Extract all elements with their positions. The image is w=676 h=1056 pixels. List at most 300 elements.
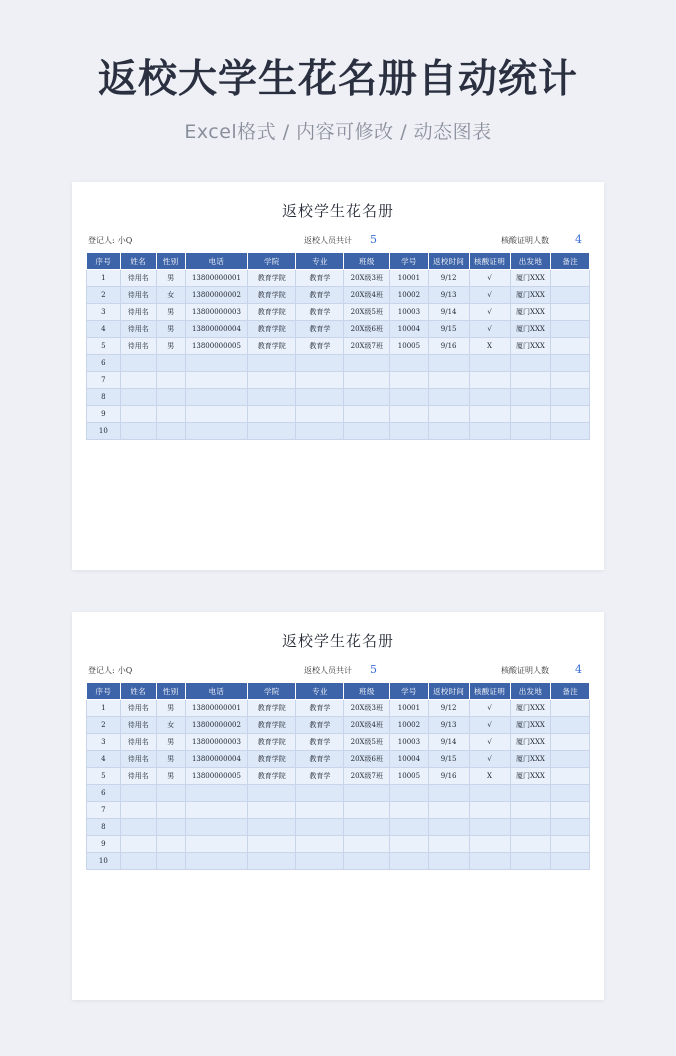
table-cell[interactable]: 9/13: [428, 717, 469, 734]
table-cell[interactable]: √: [469, 270, 510, 287]
table-cell[interactable]: 20X级6班: [344, 751, 390, 768]
col-header: 核酸证明: [469, 683, 510, 700]
table-cell[interactable]: 男: [156, 338, 185, 355]
table-cell[interactable]: [296, 372, 344, 389]
row-index-cell[interactable]: 4: [87, 751, 121, 768]
table-cell[interactable]: [551, 700, 590, 717]
table-cell[interactable]: 20X级5班: [344, 734, 390, 751]
table-cell[interactable]: [390, 372, 429, 389]
table-row[interactable]: [87, 355, 590, 372]
sheet-title: 返校学生花名册: [281, 202, 394, 220]
returned-total-value: 5: [370, 233, 377, 246]
table-cell[interactable]: [185, 853, 248, 870]
table-cell[interactable]: 厦门XXX: [510, 304, 551, 321]
table-cell[interactable]: 教育学院: [248, 734, 296, 751]
table-cell[interactable]: [469, 355, 510, 372]
returned-total-label: 返校人员共计: [304, 236, 352, 245]
table-cell[interactable]: [156, 853, 185, 870]
table-cell[interactable]: [248, 802, 296, 819]
table-body-2: [87, 700, 590, 870]
table-cell[interactable]: [185, 372, 248, 389]
table-cell[interactable]: [185, 785, 248, 802]
row-index-cell[interactable]: 3: [87, 304, 121, 321]
table-cell[interactable]: [551, 423, 590, 440]
table-cell[interactable]: [469, 836, 510, 853]
table-cell[interactable]: [469, 423, 510, 440]
table-cell[interactable]: √: [469, 717, 510, 734]
table-cell[interactable]: [248, 372, 296, 389]
table-cell[interactable]: [428, 355, 469, 372]
table-cell[interactable]: [344, 389, 390, 406]
table-cell[interactable]: [185, 836, 248, 853]
col-header: 序号: [87, 253, 121, 270]
table-cell[interactable]: √: [469, 734, 510, 751]
table-cell[interactable]: [428, 853, 469, 870]
cert-count-group: [423, 233, 588, 246]
table-cell[interactable]: [156, 819, 185, 836]
table-cell[interactable]: [248, 406, 296, 423]
table-cell[interactable]: [185, 423, 248, 440]
table-cell[interactable]: 教育学: [296, 700, 344, 717]
table-cell[interactable]: [510, 355, 551, 372]
table-cell[interactable]: [551, 406, 590, 423]
table-row[interactable]: [87, 270, 590, 287]
table-cell[interactable]: 20X级4班: [344, 717, 390, 734]
table-cell[interactable]: [510, 853, 551, 870]
table-cell[interactable]: [185, 802, 248, 819]
returned-total-group: [258, 663, 423, 676]
table-cell[interactable]: 待用名: [120, 338, 156, 355]
table-cell[interactable]: [344, 423, 390, 440]
table-cell[interactable]: [344, 802, 390, 819]
table-cell[interactable]: [120, 355, 156, 372]
preview-card-1: [72, 182, 604, 570]
table-cell[interactable]: [248, 355, 296, 372]
table-cell[interactable]: 教育学: [296, 321, 344, 338]
table-cell[interactable]: [156, 389, 185, 406]
table-cell[interactable]: [469, 802, 510, 819]
table-cell[interactable]: 教育学院: [248, 751, 296, 768]
table-cell[interactable]: [344, 853, 390, 870]
row-index-cell[interactable]: 1: [87, 700, 121, 717]
table-cell[interactable]: [185, 406, 248, 423]
col-header: 性别: [156, 253, 185, 270]
table-cell[interactable]: 10001: [390, 270, 429, 287]
table-cell[interactable]: 13800000002: [185, 287, 248, 304]
table-cell[interactable]: [551, 389, 590, 406]
row-index-cell[interactable]: 6: [87, 355, 121, 372]
table-cell[interactable]: [469, 853, 510, 870]
table-row[interactable]: [87, 406, 590, 423]
table-row[interactable]: [87, 819, 590, 836]
table-cell[interactable]: 待用名: [120, 751, 156, 768]
table-cell[interactable]: [390, 785, 429, 802]
table-cell[interactable]: [120, 802, 156, 819]
table-cell[interactable]: 男: [156, 304, 185, 321]
row-index-cell[interactable]: 4: [87, 321, 121, 338]
table-cell[interactable]: 10003: [390, 734, 429, 751]
table-cell[interactable]: [296, 389, 344, 406]
table-cell[interactable]: [248, 389, 296, 406]
table-cell[interactable]: [156, 785, 185, 802]
table-cell[interactable]: [248, 423, 296, 440]
table-cell[interactable]: [344, 819, 390, 836]
table-cell[interactable]: 厦门XXX: [510, 734, 551, 751]
table-cell[interactable]: [156, 802, 185, 819]
table-cell[interactable]: [469, 372, 510, 389]
table-cell[interactable]: [344, 355, 390, 372]
table-cell[interactable]: 男: [156, 321, 185, 338]
table-cell[interactable]: 教育学院: [248, 338, 296, 355]
table-cell[interactable]: [551, 819, 590, 836]
table-cell[interactable]: [510, 406, 551, 423]
table-cell[interactable]: [296, 423, 344, 440]
table-cell[interactable]: [390, 406, 429, 423]
table-row[interactable]: [87, 321, 590, 338]
table-cell[interactable]: [551, 372, 590, 389]
table-cell[interactable]: [469, 389, 510, 406]
table-cell[interactable]: [390, 423, 429, 440]
table-cell[interactable]: 13800000002: [185, 717, 248, 734]
table-cell[interactable]: 9/14: [428, 734, 469, 751]
table-cell[interactable]: [551, 717, 590, 734]
table-cell[interactable]: 厦门XXX: [510, 700, 551, 717]
col-header: 专业: [296, 683, 344, 700]
col-header: 性别: [156, 683, 185, 700]
table-cell[interactable]: [296, 836, 344, 853]
table-header: [87, 253, 590, 270]
table-cell[interactable]: √: [469, 751, 510, 768]
table-cell[interactable]: [551, 270, 590, 287]
table-cell[interactable]: 厦门XXX: [510, 321, 551, 338]
table-cell[interactable]: [248, 819, 296, 836]
table-cell[interactable]: [185, 819, 248, 836]
table-cell[interactable]: [296, 853, 344, 870]
table-cell[interactable]: [551, 836, 590, 853]
col-header: 电话: [185, 253, 248, 270]
table-cell[interactable]: [120, 853, 156, 870]
table-cell[interactable]: 9/15: [428, 751, 469, 768]
table-cell[interactable]: [248, 836, 296, 853]
row-index-cell[interactable]: 9: [87, 406, 121, 423]
table-row[interactable]: [87, 304, 590, 321]
table-cell[interactable]: [120, 406, 156, 423]
table-cell[interactable]: [390, 836, 429, 853]
table-cell[interactable]: 9/16: [428, 338, 469, 355]
table-cell[interactable]: 教育学: [296, 304, 344, 321]
table-cell[interactable]: [120, 819, 156, 836]
col-header: 学院: [248, 683, 296, 700]
col-header: 出发地: [510, 683, 551, 700]
table-cell[interactable]: 待用名: [120, 270, 156, 287]
table-cell[interactable]: 教育学: [296, 717, 344, 734]
table-cell[interactable]: 10002: [390, 287, 429, 304]
table-cell[interactable]: 教育学院: [248, 768, 296, 785]
table-cell[interactable]: 教育学院: [248, 321, 296, 338]
table-cell[interactable]: 13800000003: [185, 304, 248, 321]
table-cell[interactable]: [120, 423, 156, 440]
col-header: 核酸证明: [469, 253, 510, 270]
table-row[interactable]: [87, 389, 590, 406]
table-cell[interactable]: 待用名: [120, 321, 156, 338]
table-cell[interactable]: 20X级3班: [344, 700, 390, 717]
cert-count-value: 4: [575, 663, 582, 676]
row-index-cell[interactable]: 10: [87, 853, 121, 870]
row-index-cell[interactable]: 5: [87, 338, 121, 355]
table-cell[interactable]: [185, 355, 248, 372]
row-index-cell[interactable]: 8: [87, 819, 121, 836]
table-cell[interactable]: 20X级6班: [344, 321, 390, 338]
table-cell[interactable]: [428, 423, 469, 440]
sheet-title: 返校学生花名册: [281, 632, 394, 650]
table-cell[interactable]: X: [469, 768, 510, 785]
row-index-cell[interactable]: 2: [87, 287, 121, 304]
row-index-cell[interactable]: 7: [87, 372, 121, 389]
table-cell[interactable]: [551, 734, 590, 751]
row-index-cell[interactable]: 2: [87, 717, 121, 734]
table-cell[interactable]: √: [469, 287, 510, 304]
table-cell[interactable]: 教育学: [296, 734, 344, 751]
table-cell[interactable]: 男: [156, 768, 185, 785]
col-header: 电话: [185, 683, 248, 700]
col-header: 专业: [296, 253, 344, 270]
cert-count-label: 核酸证明人数: [501, 666, 549, 675]
table-cell[interactable]: 教育学院: [248, 287, 296, 304]
table-cell[interactable]: [156, 836, 185, 853]
roster-table: [86, 252, 590, 440]
table-cell[interactable]: 20X级4班: [344, 287, 390, 304]
table-cell[interactable]: X: [469, 338, 510, 355]
table-cell[interactable]: 男: [156, 270, 185, 287]
col-header: 学院: [248, 253, 296, 270]
table-cell[interactable]: [510, 423, 551, 440]
table-cell[interactable]: [248, 785, 296, 802]
table-cell[interactable]: [469, 406, 510, 423]
table-cell[interactable]: 10003: [390, 304, 429, 321]
table-row[interactable]: [87, 287, 590, 304]
table-cell[interactable]: [344, 406, 390, 423]
table-row[interactable]: [87, 734, 590, 751]
returned-total-label: 返校人员共计: [304, 666, 352, 675]
table-cell[interactable]: [344, 372, 390, 389]
table-cell[interactable]: [551, 287, 590, 304]
page-subtitle: Excel格式 / 内容可修改 / 动态图表: [184, 120, 492, 143]
table-cell[interactable]: [296, 819, 344, 836]
preview-card-2: [72, 612, 604, 1000]
returned-total-value: 5: [370, 663, 377, 676]
table-cell[interactable]: [428, 406, 469, 423]
row-index-cell[interactable]: 7: [87, 802, 121, 819]
table-cell[interactable]: [296, 802, 344, 819]
table-cell[interactable]: 9/16: [428, 768, 469, 785]
table-cell[interactable]: [551, 338, 590, 355]
table-cell[interactable]: 9/14: [428, 304, 469, 321]
table-cell[interactable]: [469, 785, 510, 802]
col-header: 班级: [344, 253, 390, 270]
registrar-label: 登记人:: [88, 666, 115, 675]
table-cell[interactable]: 13800000003: [185, 734, 248, 751]
table-cell[interactable]: 10002: [390, 717, 429, 734]
table-row[interactable]: [87, 802, 590, 819]
table-cell[interactable]: [296, 355, 344, 372]
table-cell[interactable]: 10004: [390, 751, 429, 768]
table-cell[interactable]: [551, 785, 590, 802]
table-cell[interactable]: [156, 355, 185, 372]
table-row[interactable]: [87, 423, 590, 440]
table-cell[interactable]: [510, 836, 551, 853]
table-cell[interactable]: 男: [156, 751, 185, 768]
table-cell[interactable]: [390, 389, 429, 406]
table-cell[interactable]: 待用名: [120, 304, 156, 321]
table-row[interactable]: [87, 836, 590, 853]
table-cell[interactable]: [551, 304, 590, 321]
table-cell[interactable]: 9/12: [428, 700, 469, 717]
table-cell[interactable]: [551, 853, 590, 870]
table-cell[interactable]: 教育学: [296, 287, 344, 304]
table-cell[interactable]: [390, 355, 429, 372]
cert-count-label: 核酸证明人数: [501, 236, 549, 245]
table-cell[interactable]: [120, 836, 156, 853]
table-cell[interactable]: [510, 372, 551, 389]
table-cell[interactable]: [551, 768, 590, 785]
table-cell[interactable]: [156, 406, 185, 423]
table-cell[interactable]: [156, 423, 185, 440]
table-cell[interactable]: [510, 785, 551, 802]
table-cell[interactable]: 13800000004: [185, 751, 248, 768]
table-cell[interactable]: √: [469, 700, 510, 717]
table-row[interactable]: [87, 768, 590, 785]
table-cell[interactable]: 9/13: [428, 287, 469, 304]
row-index-cell[interactable]: 1: [87, 270, 121, 287]
table-cell[interactable]: [428, 785, 469, 802]
sheet-1: [72, 182, 604, 454]
table-cell[interactable]: 女: [156, 717, 185, 734]
table-cell[interactable]: 20X级7班: [344, 768, 390, 785]
table-cell[interactable]: 10005: [390, 768, 429, 785]
table-row[interactable]: [87, 785, 590, 802]
table-cell[interactable]: [390, 819, 429, 836]
table-cell[interactable]: 10004: [390, 321, 429, 338]
table-cell[interactable]: 女: [156, 287, 185, 304]
table-row[interactable]: [87, 717, 590, 734]
table-cell[interactable]: 厦门XXX: [510, 768, 551, 785]
table-cell[interactable]: [120, 785, 156, 802]
table-cell[interactable]: 待用名: [120, 287, 156, 304]
table-cell[interactable]: [120, 389, 156, 406]
cert-count-value: 4: [575, 233, 582, 246]
col-header: 学号: [390, 683, 429, 700]
table-cell[interactable]: 10005: [390, 338, 429, 355]
table-cell[interactable]: 待用名: [120, 768, 156, 785]
table-cell[interactable]: 厦门XXX: [510, 717, 551, 734]
table-cell[interactable]: [551, 751, 590, 768]
table-cell[interactable]: [296, 406, 344, 423]
table-cell[interactable]: 男: [156, 734, 185, 751]
table-cell[interactable]: [390, 802, 429, 819]
table-cell[interactable]: 9/15: [428, 321, 469, 338]
table-cell[interactable]: 教育学院: [248, 717, 296, 734]
table-cell[interactable]: 教育学: [296, 270, 344, 287]
page-title: 返校大学生花名册自动统计: [97, 57, 578, 102]
col-header: 出发地: [510, 253, 551, 270]
table-cell[interactable]: [156, 372, 185, 389]
table-cell[interactable]: [510, 802, 551, 819]
table-row[interactable]: [87, 372, 590, 389]
table-cell[interactable]: 13800000004: [185, 321, 248, 338]
table-cell[interactable]: 20X级3班: [344, 270, 390, 287]
table-row[interactable]: [87, 700, 590, 717]
table-cell[interactable]: 待用名: [120, 700, 156, 717]
row-index-cell[interactable]: 10: [87, 423, 121, 440]
table-cell[interactable]: 13800000005: [185, 768, 248, 785]
table-cell[interactable]: 厦门XXX: [510, 751, 551, 768]
table-cell[interactable]: [344, 785, 390, 802]
table-cell[interactable]: 教育学院: [248, 700, 296, 717]
table-cell[interactable]: 厦门XXX: [510, 287, 551, 304]
table-row[interactable]: [87, 751, 590, 768]
table-cell[interactable]: 10001: [390, 700, 429, 717]
table-row[interactable]: [87, 338, 590, 355]
table-cell[interactable]: [344, 836, 390, 853]
table-cell[interactable]: [428, 819, 469, 836]
table-cell[interactable]: 教育学院: [248, 304, 296, 321]
table-cell[interactable]: 教育学: [296, 338, 344, 355]
table-cell[interactable]: [428, 372, 469, 389]
table-cell[interactable]: 教育学: [296, 751, 344, 768]
row-index-cell[interactable]: 9: [87, 836, 121, 853]
table-cell[interactable]: 20X级5班: [344, 304, 390, 321]
row-index-cell[interactable]: 8: [87, 389, 121, 406]
table-cell[interactable]: 13800000001: [185, 270, 248, 287]
table-cell[interactable]: 13800000005: [185, 338, 248, 355]
table-cell[interactable]: [428, 802, 469, 819]
table-cell[interactable]: 20X级7班: [344, 338, 390, 355]
table-cell[interactable]: [510, 389, 551, 406]
table-cell[interactable]: [551, 802, 590, 819]
table-cell[interactable]: 教育学院: [248, 270, 296, 287]
table-cell[interactable]: √: [469, 304, 510, 321]
table-cell[interactable]: [248, 853, 296, 870]
table-cell[interactable]: [428, 836, 469, 853]
table-cell[interactable]: 厦门XXX: [510, 270, 551, 287]
col-header: 备注: [551, 253, 590, 270]
header-row: [87, 253, 590, 270]
table-cell[interactable]: √: [469, 321, 510, 338]
row-index-cell[interactable]: 5: [87, 768, 121, 785]
table-row[interactable]: [87, 853, 590, 870]
registrar-label: 登记人:: [88, 236, 115, 245]
table-cell[interactable]: [390, 853, 429, 870]
table-cell[interactable]: [120, 372, 156, 389]
table-cell[interactable]: [551, 355, 590, 372]
table-cell[interactable]: 9/12: [428, 270, 469, 287]
table-cell[interactable]: [185, 389, 248, 406]
col-header: 班级: [344, 683, 390, 700]
table-cell[interactable]: [469, 819, 510, 836]
table-cell[interactable]: 男: [156, 700, 185, 717]
table-cell[interactable]: [428, 389, 469, 406]
row-index-cell[interactable]: 3: [87, 734, 121, 751]
table-cell[interactable]: 厦门XXX: [510, 338, 551, 355]
table-cell[interactable]: 待用名: [120, 717, 156, 734]
table-cell[interactable]: 待用名: [120, 734, 156, 751]
table-cell[interactable]: [510, 819, 551, 836]
row-index-cell[interactable]: 6: [87, 785, 121, 802]
table-cell[interactable]: [296, 785, 344, 802]
table-cell[interactable]: 13800000001: [185, 700, 248, 717]
table-cell[interactable]: [551, 321, 590, 338]
table-cell[interactable]: 教育学: [296, 768, 344, 785]
